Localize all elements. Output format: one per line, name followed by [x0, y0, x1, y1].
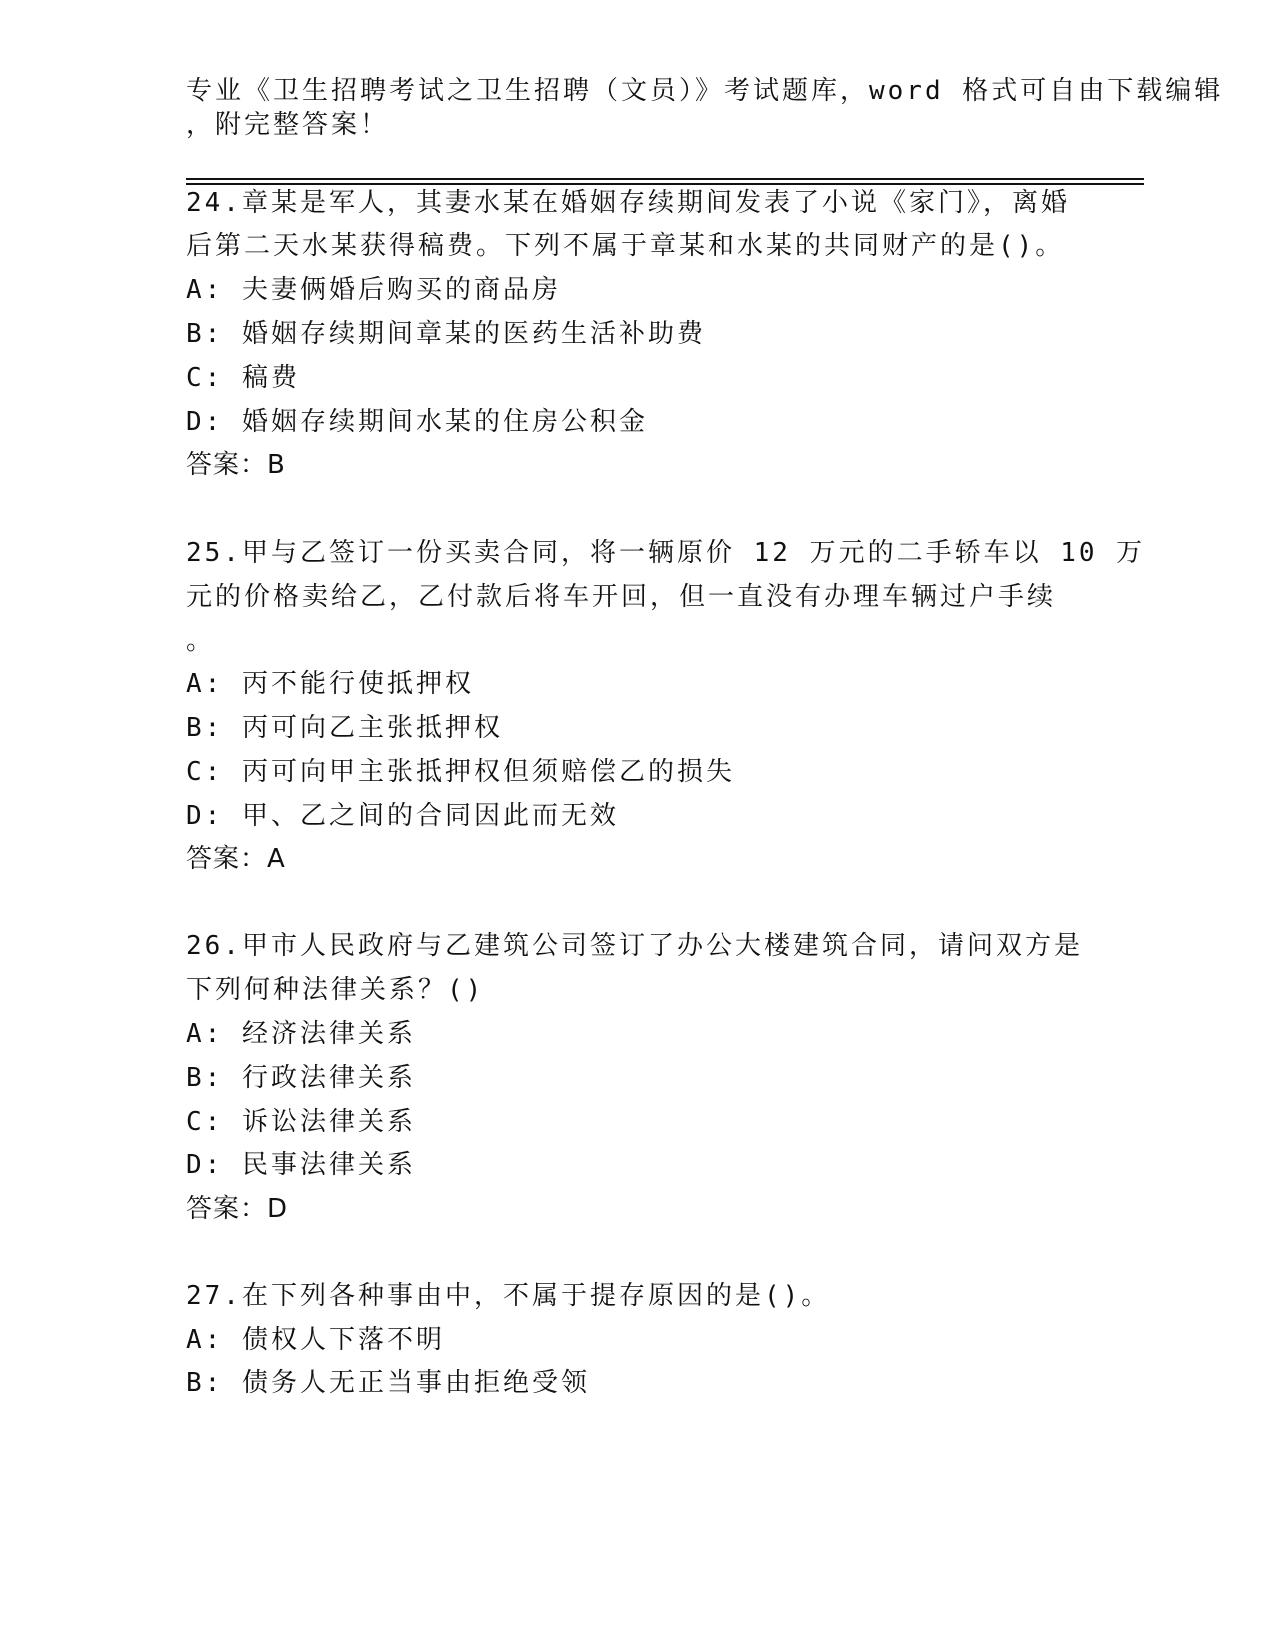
question-24-option-c: C: 稿费	[186, 363, 300, 393]
question-25-option-d: D: 甲、乙之间的合同因此而无效	[186, 801, 619, 831]
question-25-option-c: C: 丙可向甲主张抵押权但须赔偿乙的损失	[186, 757, 735, 787]
question-25-option-a: A: 丙不能行使抵押权	[186, 669, 474, 699]
question-25-stem-line-2: 元的价格卖给乙，乙付款后将车开回，但一直没有办理车辆过户手续	[186, 582, 1057, 612]
question-25-stem-line-1: 25.甲与乙签订一份买卖合同，将一辆原价 12 万元的二手轿车以 10 万	[186, 538, 1146, 568]
question-25-option-b: B: 丙可向乙主张抵押权	[186, 713, 503, 743]
question-26-option-a: A: 经济法律关系	[186, 1019, 416, 1049]
question-26-stem-line-1: 26.甲市人民政府与乙建筑公司签订了办公大楼建筑合同，请问双方是	[186, 931, 1083, 961]
question-24-option-a: A: 夫妻俩婚后购买的商品房	[186, 275, 561, 305]
header-line-2: ，附完整答案！	[186, 110, 390, 140]
question-24-answer: 答案：B	[186, 450, 286, 480]
question-25-answer: 答案：A	[186, 844, 286, 874]
question-27-option-a: A: 债权人下落不明	[186, 1325, 445, 1355]
header-divider-top	[186, 178, 1144, 180]
header-line-1: 专业《卫生招聘考试之卫生招聘（文员）》考试题库，word 格式可自由下载编辑	[186, 76, 1224, 106]
question-24-stem-line-1: 24.章某是军人，其妻水某在婚姻存续期间发表了小说《家门》，离婚	[186, 188, 1070, 218]
question-26-stem-line-2: 下列何种法律关系？()	[186, 975, 485, 1005]
question-26-option-c: C: 诉讼法律关系	[186, 1107, 416, 1137]
header-divider-bottom	[186, 183, 1144, 185]
question-26-answer: 答案：D	[186, 1194, 289, 1224]
question-27-option-b: B: 债务人无正当事由拒绝受领	[186, 1368, 590, 1398]
question-24-option-d: D: 婚姻存续期间水某的住房公积金	[186, 407, 648, 437]
question-25-stem-line-3: 。	[186, 626, 216, 656]
question-24-option-b: B: 婚姻存续期间章某的医药生活补助费	[186, 319, 706, 349]
question-26-option-b: B: 行政法律关系	[186, 1063, 416, 1093]
document-header	[186, 74, 1224, 142]
question-24-stem-line-2: 后第二天水某获得稿费。下列不属于章某和水某的共同财产的是()。	[186, 231, 1065, 261]
question-26-option-d: D: 民事法律关系	[186, 1150, 416, 1180]
question-27-stem-line-1: 27.在下列各种事由中，不属于提存原因的是()。	[186, 1281, 831, 1311]
